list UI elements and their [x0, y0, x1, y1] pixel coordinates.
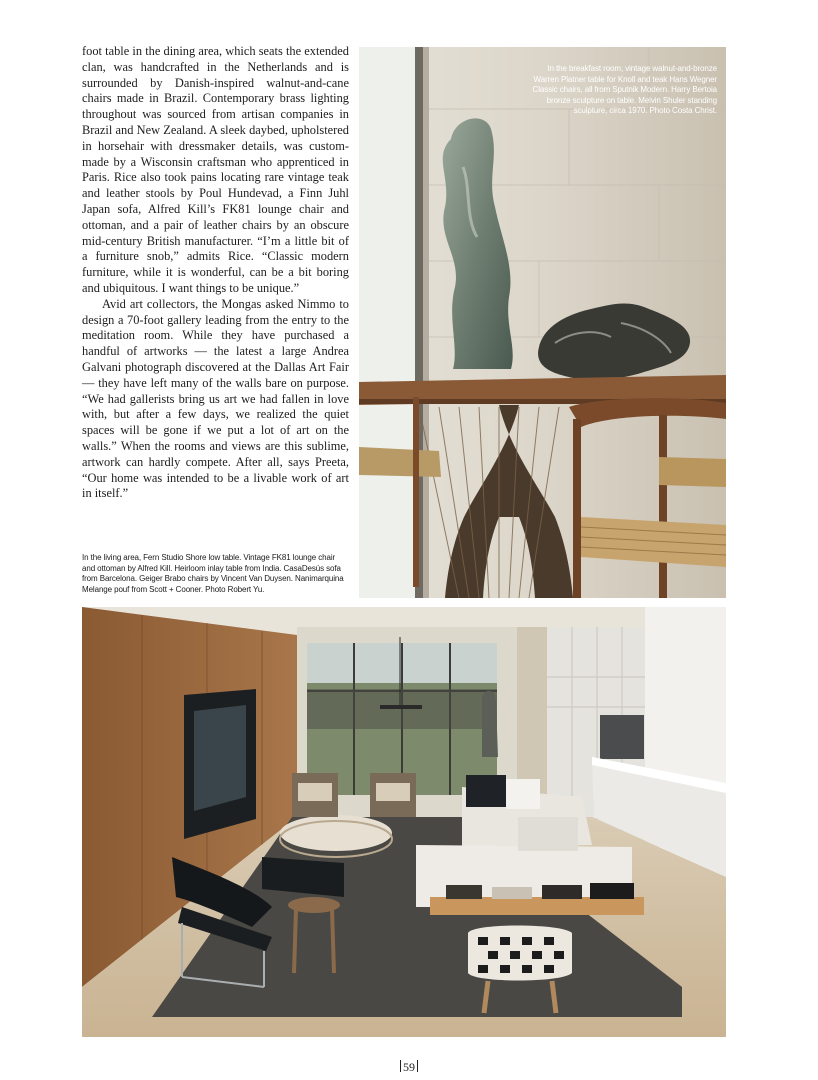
breakfast-room-photo — [359, 47, 726, 598]
living-room-illustration — [82, 607, 726, 1037]
folio-rule-left — [400, 1060, 401, 1072]
breakfast-room-illustration — [359, 47, 726, 598]
folio-rule-right — [417, 1060, 418, 1072]
article-paragraph: Avid art collectors, the Mongas asked Nimmo to design a 70-foot gallery leading from the entry to the meditation room. While they have purchased a handful of artworks — the latest a large Andrea Galvani photograph discovered at the Dallas Art Fair — they have left many of the walls bare on purpose. “We had gallerists bring us art we had fallen in love with, but after a few days, we realized the quiet spaces will be gone if we put a lot of art on the walls.” When the rooms and views are this sublime, artwork can hardly compete. After all, says Preeta, “Our home was intended to be a livable work of art in itself.” — [82, 296, 349, 501]
breakfast-room-caption: In the breakfast room, vintage walnut-and-bronze Warren Platner table for Knoll and teak Hans Wegner Classic chairs, all from Sputnik Modern. Harry Bertoia bronze sculpture on table. Melvin Shuler standing sculpture, circa 1970. Photo Costa Christ. — [532, 64, 717, 116]
article-body — [82, 44, 349, 502]
article-paragraph: foot table in the dining area, which seats the extended clan, was handcrafted in the Netherlands and is surrounded by Danish-inspired walnut-and-cane chairs made in Brazil. Contemporary brass lighting throughout was sourced from artisan companies in Brazil and New Zealand. A sleek daybed, upholstered in horsehair with dressmaker details, was custom-made by a Wisconsin craftsman who apprenticed in Paris. Rice also took pains locating rare vintage teak and leather stools by Poul Hundevad, a Finn Juhl Japan sofa, Alfred Kill’s FK81 lounge chair and ottoman, and a pair of leather chairs by an obscure mid-century British manufacturer. “I’m a little bit of a furniture snob,” admits Rice. “Classic modern furniture, while it is wonderful, can be a bit boring and ubiquitous. I want things to be unique.” — [82, 44, 349, 295]
page-number-text: 59 — [403, 1060, 415, 1074]
page-number — [0, 1060, 818, 1075]
living-room-photo — [82, 607, 726, 1037]
living-room-caption: In the living area, Fern Studio Shore low table. Vintage FK81 lounge chair and ottoman by Alfred Kill. Heirloom inlay table from India. CasaDesús sofa from Barcelona. Geiger Brabo chairs by Vincent Van Duysen. Nanimarquina Melange pouf from Scott + Cooner. Photo Robert Yu. — [82, 553, 344, 594]
